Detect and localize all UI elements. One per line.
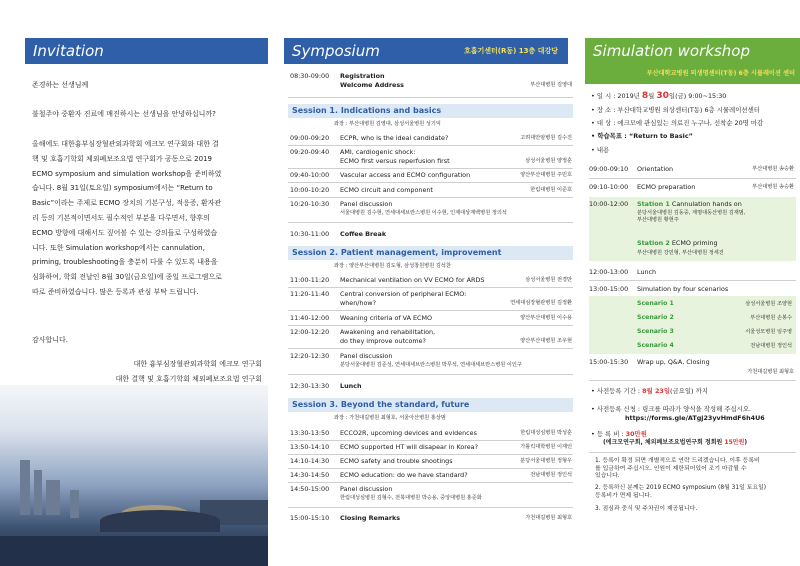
scenario-row: Scenario 2 부산대병원 손봉수 [637,314,792,321]
body-line: 리 등의 기본적이면서도 필수적인 부분을 다루면서, 향후의 [32,213,210,222]
row-time: 08:30-09:00 [290,72,330,80]
session-chair: 좌장 : 양산부산대병원 김도형, 삼성창원병원 김석찬 [334,263,451,269]
schedule-row: 12:00-12:20 Awakening and rehabilitation, do they improve outcome? 양산부산대병원 조우현 [290,328,572,345]
symposium-title: Symposium [292,42,380,60]
invitation-body [32,137,264,300]
schedule-row: 09:20-09:40 AMI, cardiogenic shock: ECMO first versus reperfusion first 삼성서울병원 양정훈 [290,148,572,165]
station2: Station 2 ECMO priming [637,239,718,247]
note-1: 1. 등록이 확정 되면 개별적으로 연락 드리겠습니다. 이후 등록비 를 입금하여 주십시오. 인원이 제한되어있어 조기 마감될 수 있습니다. [595,458,760,479]
session-header: Session 3. Beyond the standard, future [288,398,573,412]
signature-line: 대한 결핵 및 호흡기학회 체외폐보조요법 연구회 [115,375,262,383]
signature [116,357,262,387]
schedule-row: 09:40-10:00 Vascular access and ECMO configuration 양산부산대병원 주민호 [290,171,572,179]
workshop-date: • 일 시 : 2019년 8월 30일(금) 9:00~15:30 [591,91,727,101]
schedule-row: 12:20-12:30 Panel discussion 분당서울대병원 김준성, 연세대세브란스병원 박무석, 연세대세브란스병원 이인구 [290,352,522,368]
schedule-row: 13:30-13:50 ECCO2R, upcoming devices and evidences 한림대성심병원 박성훈 [290,429,572,437]
symposium-venue: 호흡기센터(R동) 13층 대강당 [463,47,558,55]
schedule-row: 14:30-14:50 ECMO education: do we have standard? 전남대병원 정인석 [290,471,572,479]
schedule-row: 11:40-12:00 Weaning criteria of VA ECMO 양산부산대병원 이수용 [290,314,572,322]
fee-note: (에크모연구회, 체외폐보조요법연구회 정회원 15만원) [603,439,748,446]
workshop-row-speaker: 가천대길병원 최형호 [747,369,794,375]
body-line: 올해에도 대한흉부심장혈관외과학회 에크모 연구회와 대한 결 [32,140,219,148]
reg-period: • 사전등록 기간 : 8월 23일(금요일) 까지 [591,387,708,395]
schedule-row: 12:30-13:30 Lunch [290,382,362,390]
invitation-header [25,38,268,64]
schedule-row: 14:10-14:30 ECMO safety and trouble shootings 분당서울대병원 정형우 [290,457,572,465]
row-desc: Registration Welcome Address [340,72,404,89]
symposium-panel [284,0,580,566]
body-line: 니다. 또한 Simulation workshop에서는 cannulation, [32,243,205,252]
body-line: 핵 및 호흡기학회 체외폐보조요법 연구회가 공동으로 2019 [32,154,212,163]
intro-line: 불철주야 중환자 진료에 매진하시는 선생님을 안녕하십니까? [32,110,216,118]
cover-photo [0,385,268,566]
greeting: 존경하는 선생님께 [32,81,89,89]
reg-how: • 사전등록 신청 : 링크를 따라가 양식을 작성해 주십시오. [591,405,752,413]
session-chair: 좌장 : 부산대병원 김영대, 삼성서울병원 성기익 [334,121,441,127]
symposium-header [284,38,568,64]
invitation-title: Invitation [33,42,104,60]
schedule-row: 10:30-11:00 Coffee Break [290,230,387,238]
schedule-row: 11:20-11:40 Central conversion of peripheral ECMO: when/how? 연세대심장혈관병원 김정환 [290,290,572,307]
workshop-place: • 장 소 : 부산대학교병원 외상센터(T동) 6층 시뮬레이션센터 [591,106,760,114]
workshop-title: Simulation workshop [593,42,750,60]
workshop-row: 09:00-09:10 Orientation 부산대병원 송승환 [589,165,794,173]
note-2: 2. 등록하신 분께는 2019 ECMO symposium (8월 31일 토요일) 등록비가 면제 됩니다. [595,485,767,499]
note-3: 3. 점심과 중식 및 주차권이 제공됩니다. [595,506,698,512]
workshop-venue: 부산대학교병원 의생명센터(T동) 6층 시뮬레이션 센터 [646,70,795,77]
body-line: 따로 준비하였습니다. 많은 등록과 관심 부탁 드립니다. [32,287,199,296]
workshop-theme: • 학습목표 : “Return to Basic” [591,132,693,140]
session-header: Session 2. Patient management, improvement [288,246,573,260]
station2-staff: 부산대병원 강민형, 부산대병원 정세진 [637,250,724,256]
workshop-header [585,38,800,64]
invitation-panel [0,0,268,566]
workshop-row: 15:00-15:30 Wrap up, Q&A, Closing [589,358,710,366]
scenario-row: Scenario 1 삼성서울병원 조양현 [637,300,792,307]
workshop-row: 13:00-15:00 Simulation by four scenarios [589,285,729,293]
scenario-row: Scenario 3 서울성모병원 임주영 [637,328,792,335]
signature-line: 대한 흉부심장혈관외과학회 에크모 연구회 [133,360,262,368]
workshop-row: 10:00-12:00 Station 1 Cannulation hands on [589,200,742,208]
thanks: 감사합니다. [32,336,69,344]
workshop-target: • 대 상 : 에크모에 관심있는 의료진 누구나, 선착순 20명 마감 [591,119,764,127]
reg-link[interactable]: https://forms.gle/ATgj23yvHmdF6h4U6 [625,414,765,422]
schedule-row: 11:00-11:20 Mechanical ventilation on VV ECMO for ARDS 삼성서울병원 전경만 [290,276,572,284]
station1-staff: 분당서울대병원 김동중, 계명대동산병원 김재범, 부산대병원 황현주 [637,210,746,223]
session-header: Session 1. Indications and basics [288,104,573,118]
schedule-row: 10:00-10:20 ECMO circuit and component 한림대병원 이준호 [290,186,572,194]
schedule-row: 10:20-10:30 Panel discussion 서울대병원 김수현, 연세대세브란스병원 이수현, 인제대상계백병원 정의석 [290,200,507,216]
body-line: 습니다. 8월 31일(토요일) symposium에서는 “Return to [32,184,213,193]
session-chair: 좌장 : 가천대길병원 최형호, 서울아산병원 홍상범 [334,415,446,421]
schedule-row: 15:00-15:10 Closing Remarks 가천대길병원 최형호 [290,514,572,522]
schedule-row: 13:50-14:10 ECMO supported HT will disapear in Korea? 가톨릭대학병원 이재인 [290,443,572,451]
workshop-content: • 내용 [591,146,610,154]
fee: • 등 록 비 : 30만원 [591,430,647,438]
schedule-row [290,72,572,89]
workshop-row: 12:00-13:00 Lunch [589,268,657,276]
scenario-row: Scenario 4 전남대병원 정인석 [637,342,792,349]
workshop-panel [585,0,800,566]
body-line: ECMO symposium and simulation workshop을 준비하였 [32,169,222,178]
schedule-row: 09:00-09:20 ECPR, who is the ideal candidate? 고려대안암병원 김수진 [290,134,572,142]
body-line: ECMO 방향에 대해서도 짚어볼 수 있는 강의들로 구성하였습 [32,228,218,237]
body-line: priming, troubleshooting을 충분히 다룰 수 있도록 내용을 [32,258,218,267]
body-line: Basic”이라는 주제로 ECMO 장치의 기본구성, 적응증, 환자관 [32,199,222,208]
row-speaker: 부산대병원 김영대 [530,81,572,88]
body-line: 심화하여, 학회 전날인 8월 30일(금요일)에 종일 프로그램으로 [32,273,222,282]
schedule-row: 14:50-15:00 Panel discussion 한림대성심병원 김형수, 전북대병원 박승용, 중앙대병원 홍준화 [290,485,482,501]
workshop-row: 09:10-10:00 ECMO preparation 부산대병원 송승환 [589,183,794,191]
